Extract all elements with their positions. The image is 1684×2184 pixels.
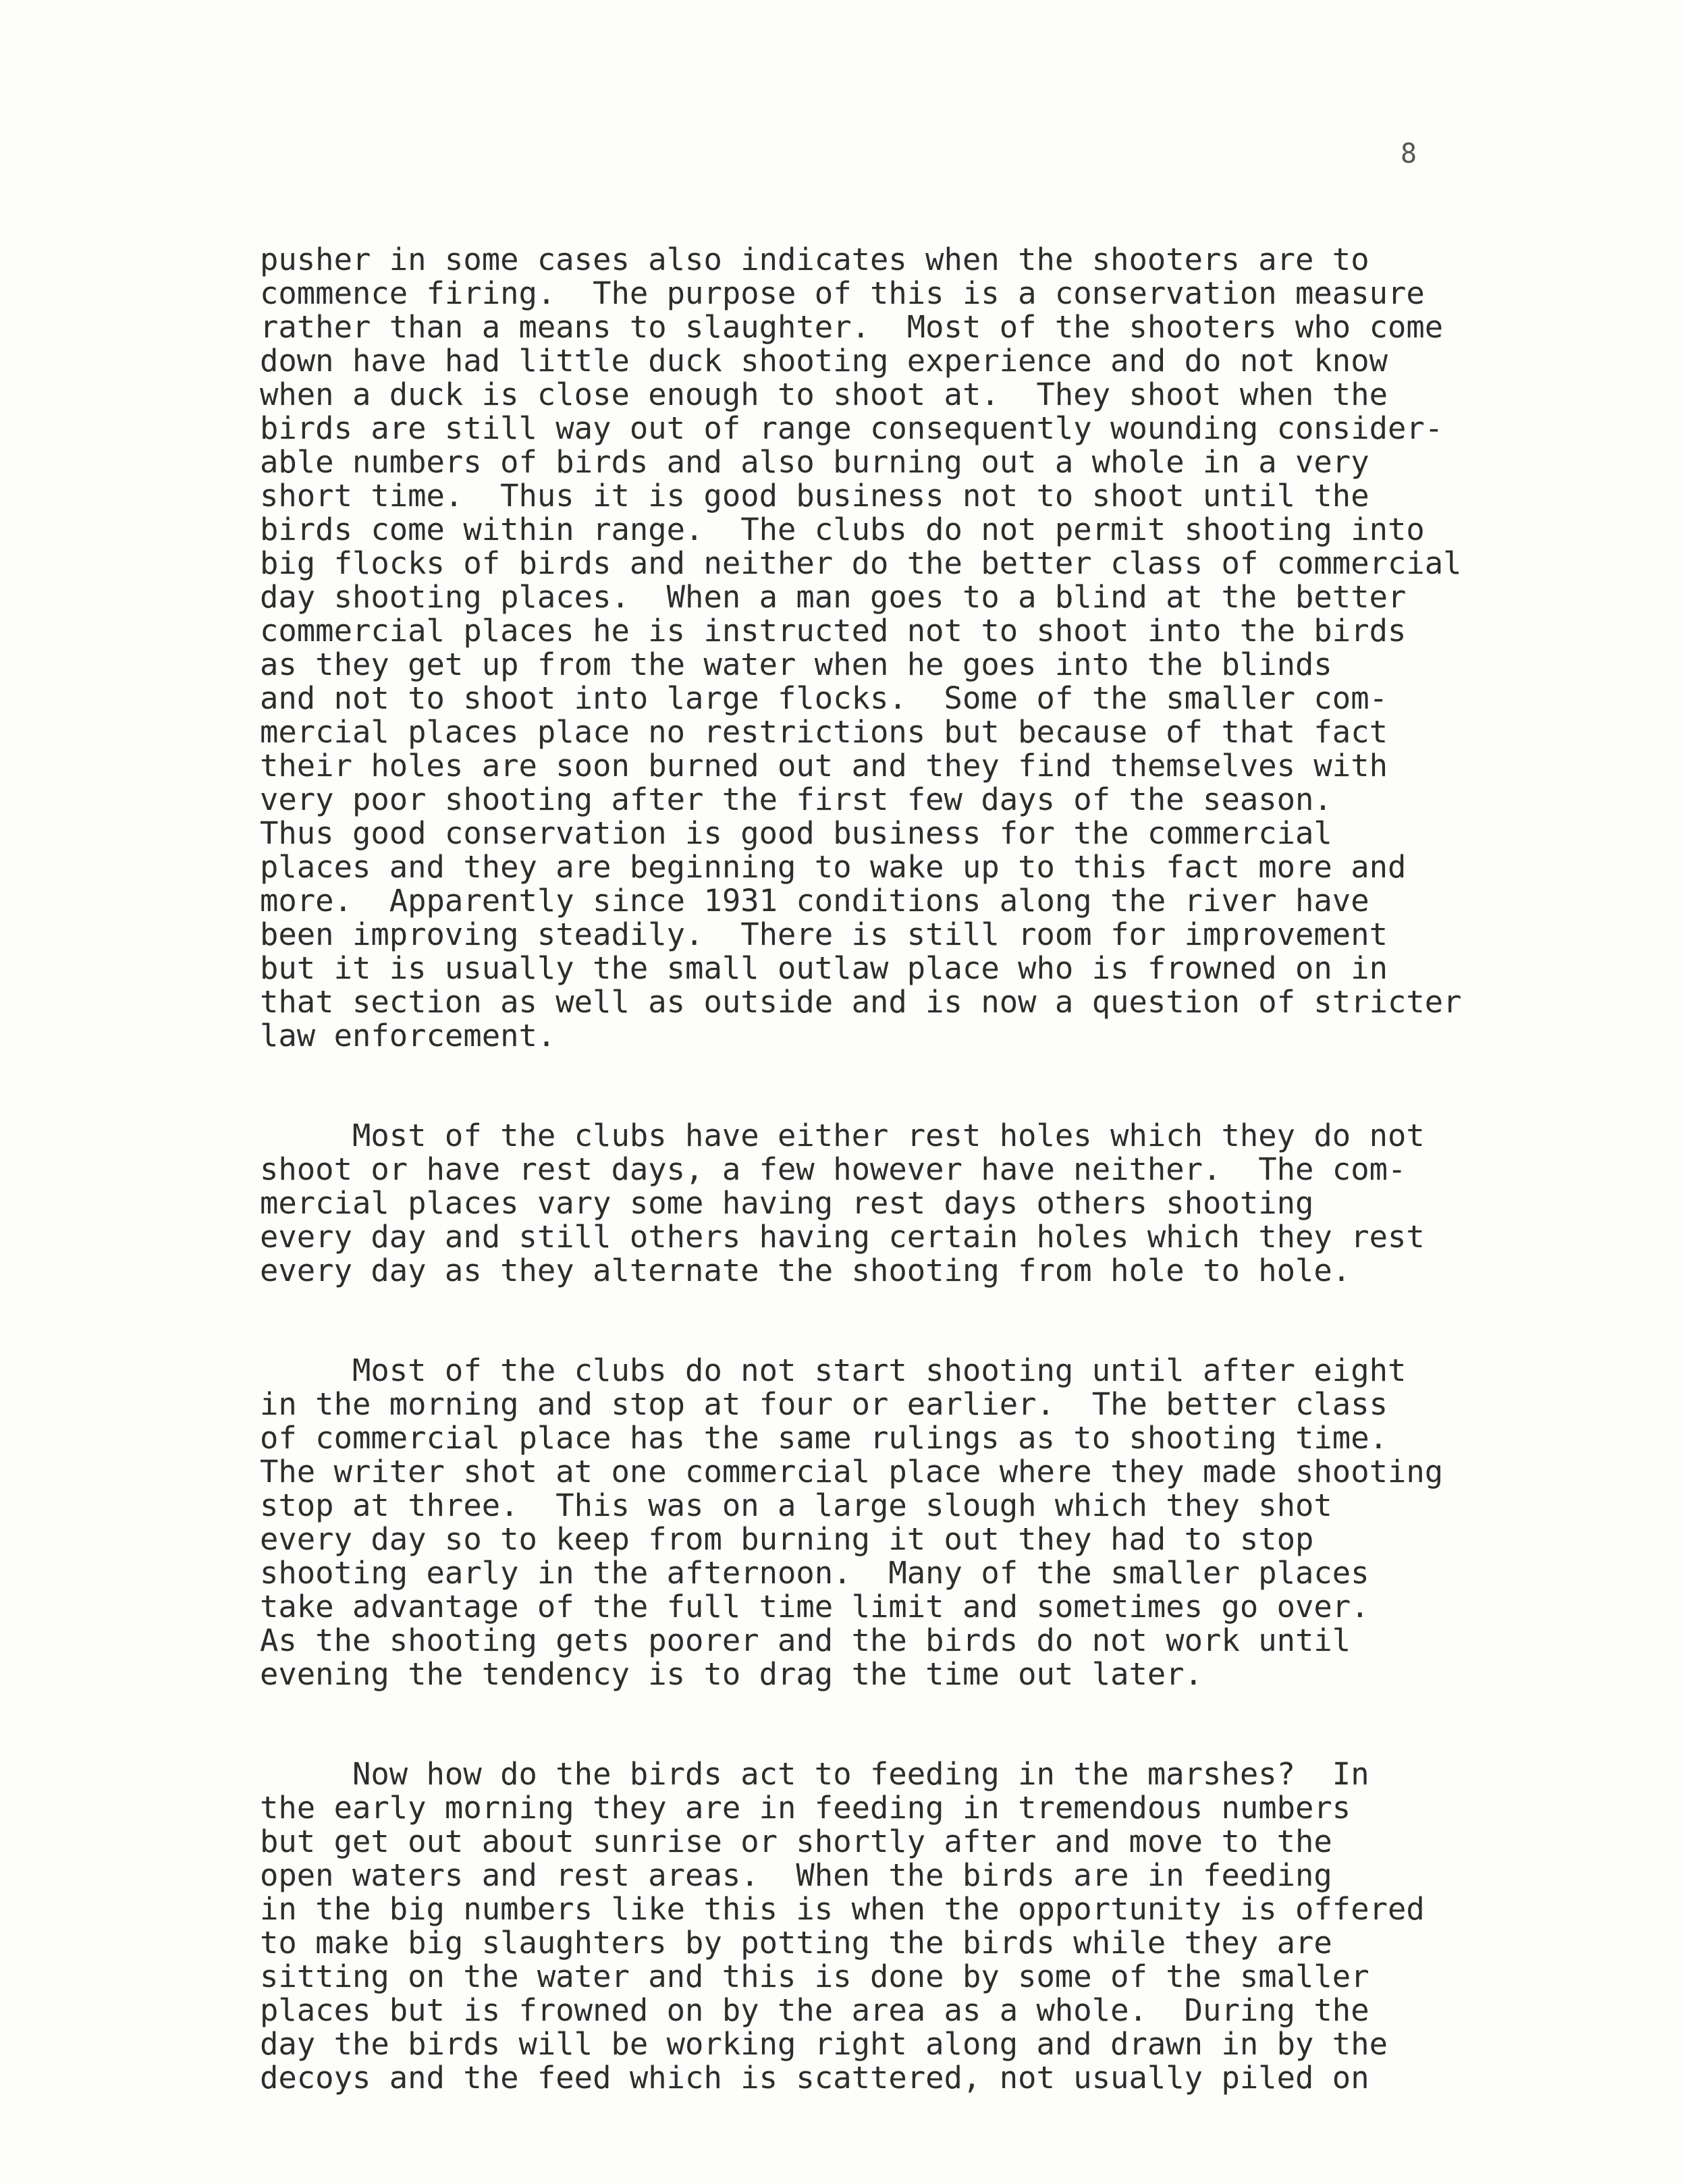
paragraph [260, 1354, 1610, 1691]
text-line: open waters and rest areas. When the birds are in feeding [260, 1857, 1332, 1893]
text-line: Most of the clubs do not start shooting until after eight [260, 1353, 1407, 1388]
text-line: when a duck is close enough to shoot at. They shoot when the [260, 377, 1388, 412]
text-line: Now how do the birds act to feeding in the marshes? In [260, 1756, 1369, 1792]
text-line: mercial places place no restrictions but because of that fact [260, 714, 1388, 750]
text-line: to make big slaughters by potting the birds while they are [260, 1925, 1332, 1961]
text-line: very poor shooting after the first few days of the season. [260, 782, 1332, 817]
text-line: every day so to keep from burning it out they had to stop [260, 1521, 1314, 1557]
text-line: places and they are beginning to wake up to this fact more and [260, 849, 1407, 885]
text-line: more. Apparently since 1931 conditions along the river have [260, 883, 1369, 919]
paragraph [260, 1757, 1610, 2095]
body-text [260, 243, 1610, 2095]
text-line: evening the tendency is to drag the time out later. [260, 1656, 1203, 1692]
text-line: decoys and the feed which is scattered, not usually piled on [260, 2060, 1369, 2096]
text-line: been improving steadily. There is still room for improvement [260, 917, 1388, 952]
text-line: rather than a means to slaughter. Most of the shooters who come [260, 309, 1444, 345]
text-line: take advantage of the full time limit and sometimes go over. [260, 1589, 1369, 1625]
text-line: but it is usually the small outlaw place who is frowned on in [260, 950, 1388, 986]
text-line: big flocks of birds and neither do the better class of commercial [260, 545, 1462, 581]
paragraph [260, 1119, 1610, 1288]
text-line: of commercial place has the same rulings as to shooting time. [260, 1420, 1388, 1456]
text-line: able numbers of birds and also burning out a whole in a very [260, 444, 1369, 480]
text-line: places but is frowned on by the area as a whole. During the [260, 1992, 1369, 2028]
text-line: and not to shoot into large flocks. Some of the smaller com- [260, 680, 1388, 716]
text-line: the early morning they are in feeding in tremendous numbers [260, 1790, 1351, 1826]
text-line: every day as they alternate the shooting from hole to hole. [260, 1253, 1351, 1288]
text-line: birds come within range. The clubs do not permit shooting into [260, 512, 1425, 547]
text-line: stop at three. This was on a large slough which they shot [260, 1487, 1332, 1523]
text-line: short time. Thus it is good business not to shoot until the [260, 478, 1369, 514]
text-line: As the shooting gets poorer and the birds do not work until [260, 1622, 1351, 1658]
page-number: 8 [1401, 138, 1417, 169]
text-line: shoot or have rest days, a few however have neither. The com- [260, 1151, 1407, 1187]
text-line: sitting on the water and this is done by some of the smaller [260, 1959, 1369, 1994]
text-line: The writer shot at one commercial place where they made shooting [260, 1454, 1444, 1490]
text-line: day shooting places. When a man goes to a blind at the better [260, 579, 1407, 615]
text-line: mercial places vary some having rest days others shooting [260, 1185, 1314, 1221]
text-line: in the big numbers like this is when the opportunity is offered [260, 1891, 1425, 1927]
text-line: law enforcement. [260, 1018, 556, 1054]
text-line: that section as well as outside and is now a question of stricter [260, 984, 1462, 1020]
text-line: their holes are soon burned out and they find themselves with [260, 748, 1388, 784]
text-line: down have had little duck shooting experience and do not know [260, 343, 1388, 379]
text-line: in the morning and stop at four or earlier. The better class [260, 1386, 1388, 1422]
text-line: shooting early in the afternoon. Many of the smaller places [260, 1555, 1369, 1591]
text-line: day the birds will be working right along and drawn in by the [260, 2026, 1388, 2062]
text-line: Thus good conservation is good business for the commercial [260, 815, 1332, 851]
text-line: but get out about sunrise or shortly after and move to the [260, 1824, 1332, 1859]
text-line: pusher in some cases also indicates when the shooters are to [260, 242, 1369, 277]
text-line: birds are still way out of range consequently wounding consider- [260, 410, 1444, 446]
text-line: as they get up from the water when he goes into the blinds [260, 647, 1332, 682]
paragraph [260, 243, 1610, 1053]
text-line: every day and still others having certain holes which they rest [260, 1219, 1425, 1255]
text-line: commercial places he is instructed not to shoot into the birds [260, 613, 1407, 649]
text-line: commence firing. The purpose of this is a conservation measure [260, 275, 1425, 311]
text-line: Most of the clubs have either rest holes which they do not [260, 1118, 1425, 1153]
